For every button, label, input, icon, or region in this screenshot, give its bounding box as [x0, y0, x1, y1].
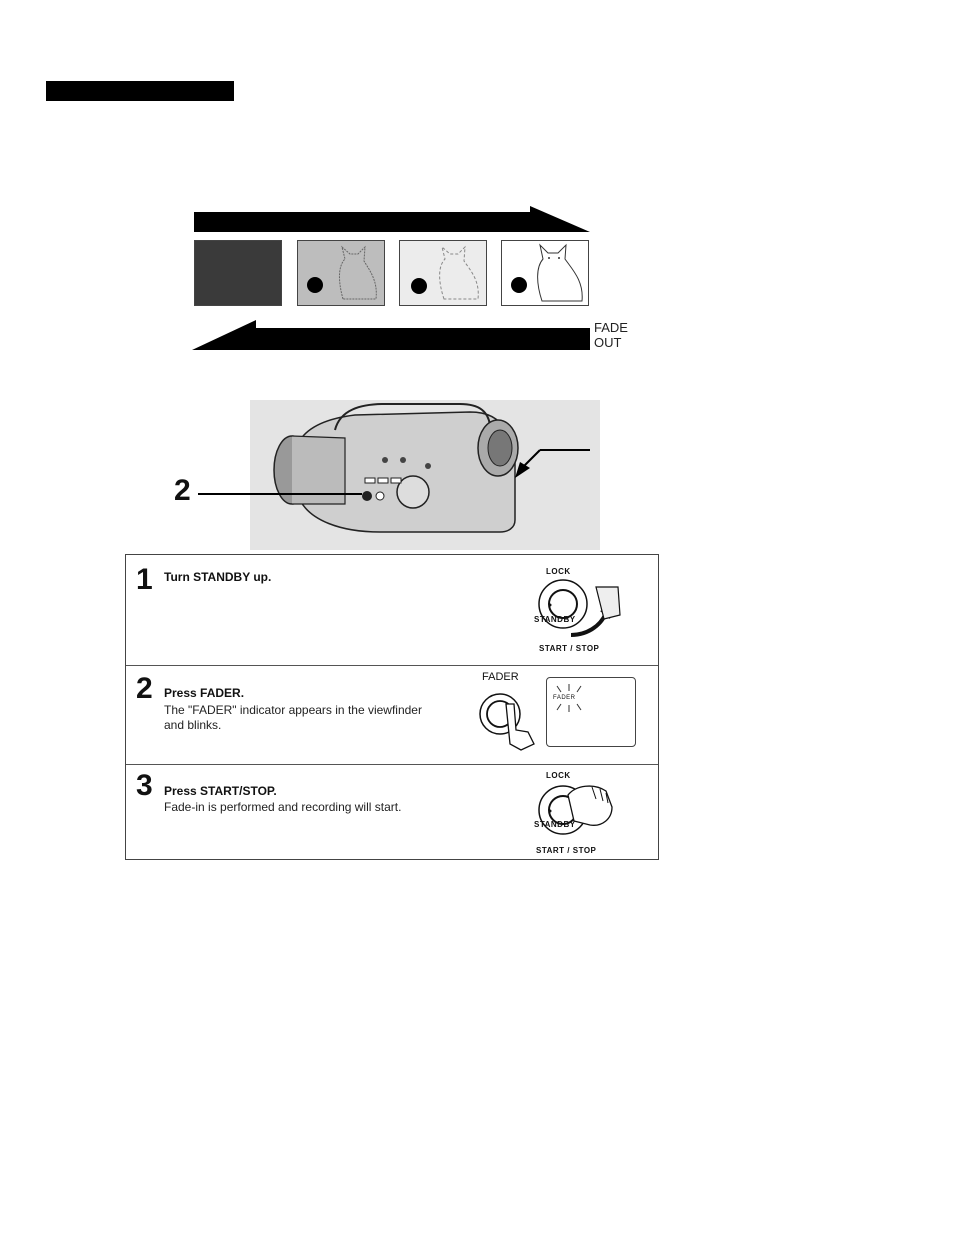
fade-out-arrow [192, 320, 590, 350]
step-number: 3 [136, 769, 153, 802]
step-description: Fade-in is performed and recording will start. [164, 800, 402, 814]
camera-illustration [170, 400, 610, 550]
cat-image [502, 241, 589, 306]
viewfinder-display [546, 677, 636, 747]
standby-label: STANDBY [534, 615, 576, 624]
standby-dial-icon [516, 567, 626, 647]
step-2 [126, 666, 658, 764]
camera-callout-number: 2 [174, 474, 191, 507]
step-description: The "FADER" indicator appears in the viewfinder and blinks. [164, 703, 422, 732]
frame-black [194, 240, 282, 306]
step-number: 2 [136, 672, 153, 705]
step-3 [126, 765, 658, 861]
step-title: Press START/STOP. [164, 784, 277, 798]
fader-button-label: FADER [482, 671, 519, 683]
fade-label-line1: FADE [594, 320, 628, 335]
fade-out-label [594, 320, 628, 350]
steps-table [125, 554, 659, 860]
step-title: Press FADER. [164, 686, 245, 700]
start-stop-label: START / STOP [536, 846, 597, 855]
frame-full [501, 240, 589, 306]
frame-dark [297, 240, 385, 306]
standby-label: STANDBY [534, 820, 576, 829]
start-stop-dial-icon [516, 773, 626, 853]
cat-image [400, 241, 487, 306]
cat-image [298, 241, 385, 306]
viewfinder-fader-label: FADER [553, 695, 576, 701]
fader-button-icon [466, 684, 546, 754]
frame-light [399, 240, 487, 306]
fade-label-line2: OUT [594, 335, 622, 350]
lock-label: LOCK [546, 771, 571, 780]
step-1 [126, 555, 658, 665]
section-title-bar [46, 81, 234, 101]
step-title: Turn STANDBY up. [164, 570, 272, 584]
step-number: 1 [136, 563, 153, 596]
camcorder-image [170, 400, 610, 550]
lock-label: LOCK [546, 567, 571, 576]
start-stop-label: START / STOP [539, 644, 600, 653]
fade-in-arrow [194, 206, 590, 232]
